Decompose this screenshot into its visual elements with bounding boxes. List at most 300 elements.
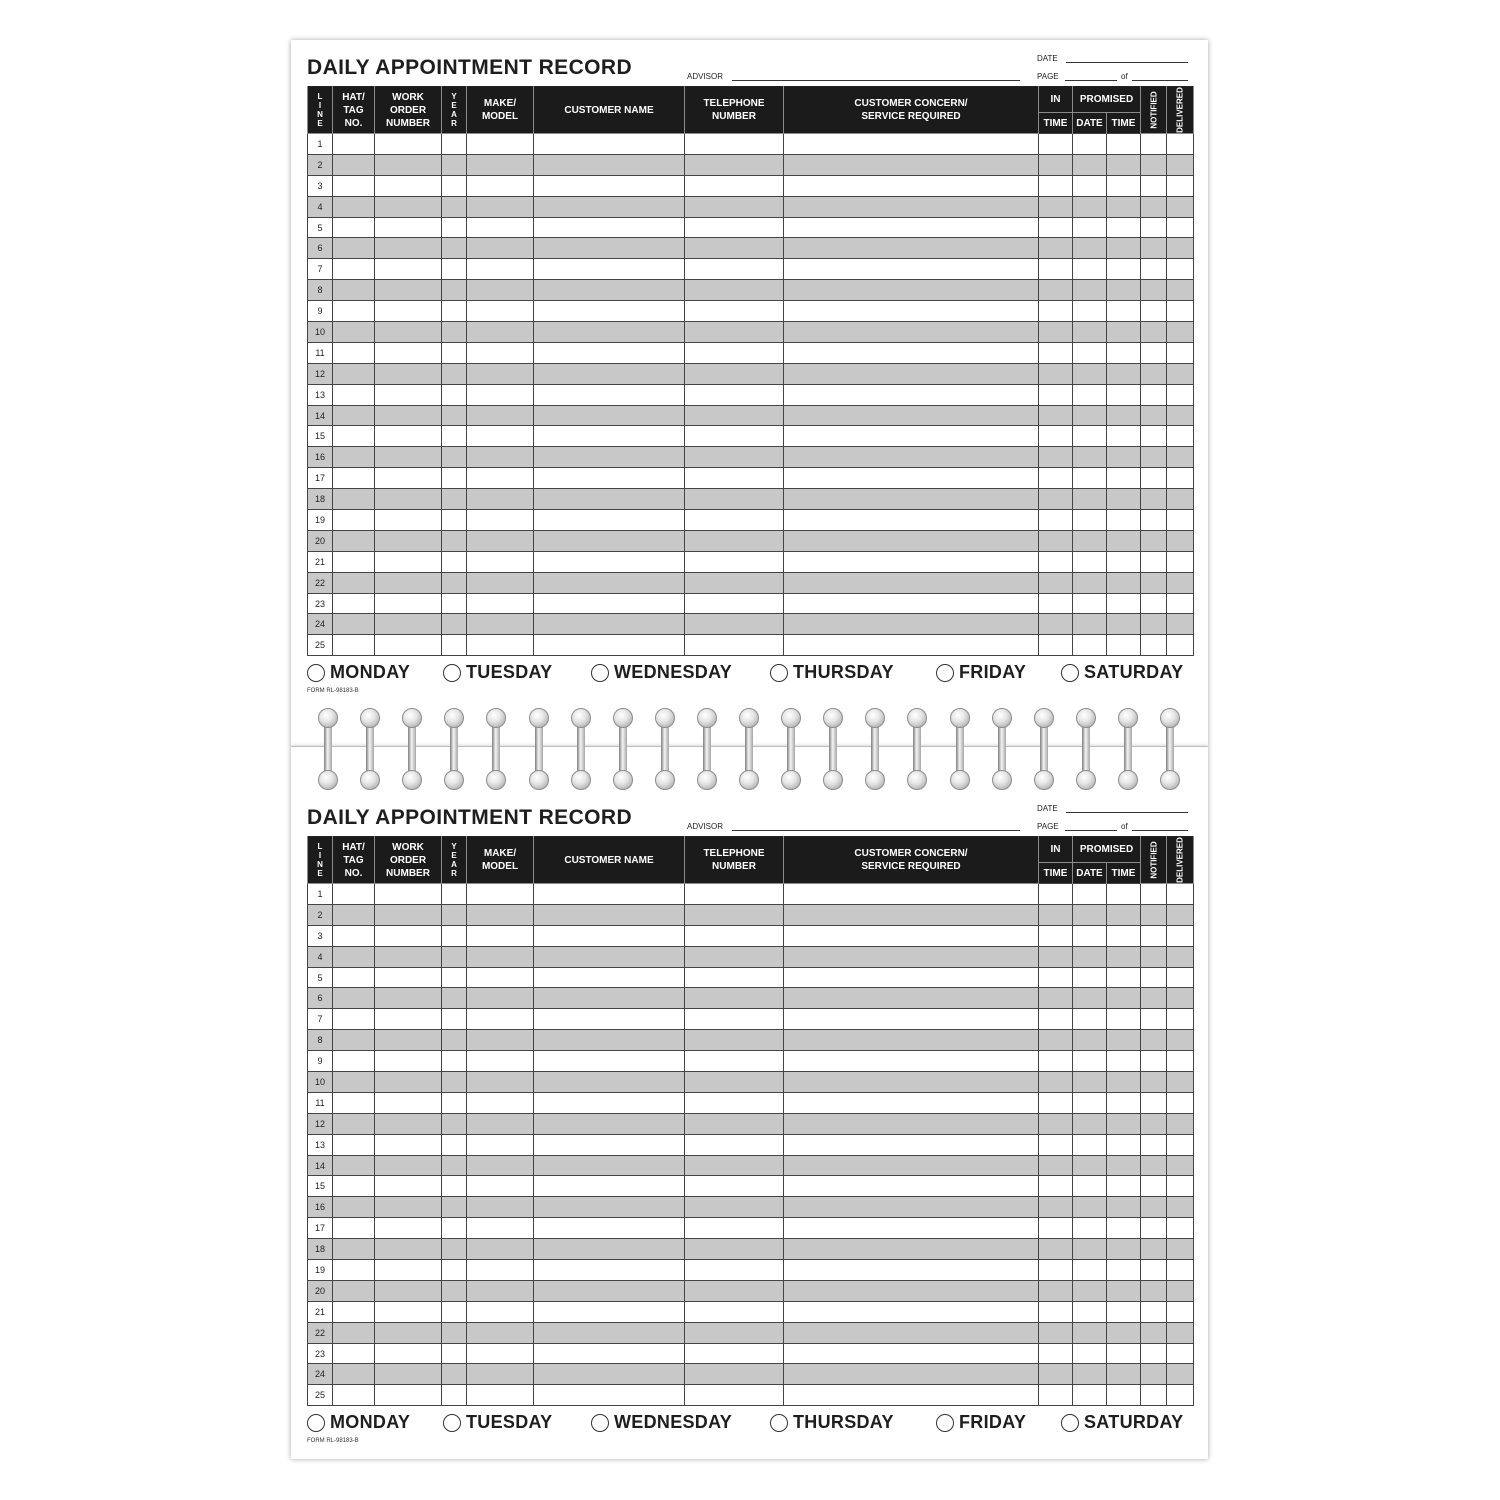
entry-cell[interactable] [1141,967,1167,988]
entry-cell[interactable] [685,301,784,322]
entry-cell[interactable] [534,405,685,426]
entry-cell[interactable] [375,134,442,155]
entry-cell[interactable] [1107,1343,1141,1364]
entry-cell[interactable] [534,1197,685,1218]
entry-cell[interactable] [1039,342,1073,363]
entry-cell[interactable] [375,1364,442,1385]
entry-cell[interactable] [1039,217,1073,238]
entry-cell[interactable] [685,635,784,656]
entry-cell[interactable] [784,530,1039,551]
date-field[interactable] [1066,62,1188,63]
entry-cell[interactable] [534,1113,685,1134]
entry-cell[interactable] [534,238,685,259]
entry-cell[interactable] [1167,1301,1194,1322]
entry-cell[interactable] [333,489,375,510]
entry-cell[interactable] [1167,175,1194,196]
entry-cell[interactable] [375,1009,442,1030]
entry-cell[interactable] [467,1364,534,1385]
entry-cell[interactable] [534,1051,685,1072]
entry-cell[interactable] [1141,1239,1167,1260]
entry-cell[interactable] [1073,322,1107,343]
entry-cell[interactable] [1141,884,1167,905]
entry-cell[interactable] [1039,967,1073,988]
entry-cell[interactable] [685,468,784,489]
entry-cell[interactable] [534,468,685,489]
entry-cell[interactable] [685,1176,784,1197]
entry-cell[interactable] [1073,1322,1107,1343]
entry-cell[interactable] [685,196,784,217]
entry-cell[interactable] [685,1072,784,1093]
entry-cell[interactable] [442,1176,467,1197]
entry-cell[interactable] [375,1092,442,1113]
entry-cell[interactable] [1039,489,1073,510]
entry-cell[interactable] [467,426,534,447]
entry-cell[interactable] [1073,1030,1107,1051]
entry-cell[interactable] [1039,134,1073,155]
entry-cell[interactable] [1167,967,1194,988]
entry-cell[interactable] [375,1072,442,1093]
entry-cell[interactable] [375,301,442,322]
entry-cell[interactable] [534,154,685,175]
entry-cell[interactable] [1167,593,1194,614]
entry-cell[interactable] [1107,510,1141,531]
entry-cell[interactable] [467,1030,534,1051]
entry-cell[interactable] [442,551,467,572]
entry-cell[interactable] [467,967,534,988]
entry-cell[interactable] [375,904,442,925]
entry-cell[interactable] [333,593,375,614]
entry-cell[interactable] [1141,1176,1167,1197]
entry-cell[interactable] [1141,468,1167,489]
entry-cell[interactable] [375,405,442,426]
entry-cell[interactable] [534,342,685,363]
entry-cell[interactable] [534,1218,685,1239]
entry-cell[interactable] [784,510,1039,531]
entry-cell[interactable] [784,154,1039,175]
entry-cell[interactable] [784,196,1039,217]
entry-cell[interactable] [442,1322,467,1343]
entry-cell[interactable] [467,1343,534,1364]
entry-cell[interactable] [1107,238,1141,259]
entry-cell[interactable] [467,468,534,489]
entry-cell[interactable] [784,946,1039,967]
entry-cell[interactable] [1167,946,1194,967]
entry-cell[interactable] [1039,904,1073,925]
entry-cell[interactable] [442,967,467,988]
entry-cell[interactable] [784,1343,1039,1364]
entry-cell[interactable] [1167,1009,1194,1030]
entry-cell[interactable] [685,1092,784,1113]
entry-cell[interactable] [333,1030,375,1051]
entry-cell[interactable] [442,1092,467,1113]
entry-cell[interactable] [1107,384,1141,405]
entry-cell[interactable] [333,405,375,426]
entry-cell[interactable] [1039,1343,1073,1364]
page-number-field[interactable] [1065,80,1117,81]
entry-cell[interactable] [1167,154,1194,175]
entry-cell[interactable] [1073,1239,1107,1260]
entry-cell[interactable] [534,614,685,635]
entry-cell[interactable] [1073,1301,1107,1322]
entry-cell[interactable] [685,593,784,614]
entry-cell[interactable] [1039,384,1073,405]
entry-cell[interactable] [442,572,467,593]
entry-cell[interactable] [375,946,442,967]
entry-cell[interactable] [375,572,442,593]
entry-cell[interactable] [534,1301,685,1322]
day-option[interactable] [770,662,894,688]
entry-cell[interactable] [333,1009,375,1030]
entry-cell[interactable] [442,1030,467,1051]
entry-cell[interactable] [333,301,375,322]
entry-cell[interactable] [534,1092,685,1113]
entry-cell[interactable] [784,614,1039,635]
entry-cell[interactable] [333,551,375,572]
entry-cell[interactable] [467,614,534,635]
entry-cell[interactable] [1167,1364,1194,1385]
entry-cell[interactable] [1039,1280,1073,1301]
entry-cell[interactable] [375,363,442,384]
entry-cell[interactable] [1073,489,1107,510]
entry-cell[interactable] [1141,1030,1167,1051]
entry-cell[interactable] [1073,904,1107,925]
entry-cell[interactable] [1141,426,1167,447]
entry-cell[interactable] [784,1218,1039,1239]
day-radio-circle[interactable] [307,1414,325,1432]
entry-cell[interactable] [1039,551,1073,572]
entry-cell[interactable] [1073,593,1107,614]
entry-cell[interactable] [534,510,685,531]
entry-cell[interactable] [442,468,467,489]
entry-cell[interactable] [1039,280,1073,301]
entry-cell[interactable] [1039,1385,1073,1406]
entry-cell[interactable] [442,447,467,468]
entry-cell[interactable] [685,238,784,259]
entry-cell[interactable] [1141,175,1167,196]
entry-cell[interactable] [375,154,442,175]
entry-cell[interactable] [333,1197,375,1218]
entry-cell[interactable] [442,988,467,1009]
entry-cell[interactable] [1107,468,1141,489]
entry-cell[interactable] [442,946,467,967]
entry-cell[interactable] [442,1218,467,1239]
entry-cell[interactable] [333,175,375,196]
entry-cell[interactable] [1107,1218,1141,1239]
entry-cell[interactable] [784,363,1039,384]
day-option[interactable] [443,1412,552,1438]
entry-cell[interactable] [1073,217,1107,238]
entry-cell[interactable] [1167,530,1194,551]
entry-cell[interactable] [1073,988,1107,1009]
entry-cell[interactable] [1073,614,1107,635]
entry-cell[interactable] [685,884,784,905]
entry-cell[interactable] [1039,259,1073,280]
entry-cell[interactable] [467,988,534,1009]
entry-cell[interactable] [375,551,442,572]
entry-cell[interactable] [1167,1197,1194,1218]
entry-cell[interactable] [534,301,685,322]
entry-cell[interactable] [467,572,534,593]
entry-cell[interactable] [1039,530,1073,551]
entry-cell[interactable] [534,925,685,946]
entry-cell[interactable] [1073,967,1107,988]
entry-cell[interactable] [784,384,1039,405]
entry-cell[interactable] [534,551,685,572]
entry-cell[interactable] [467,322,534,343]
entry-cell[interactable] [1141,946,1167,967]
entry-cell[interactable] [784,468,1039,489]
day-option[interactable] [591,662,732,688]
entry-cell[interactable] [685,259,784,280]
entry-cell[interactable] [375,175,442,196]
entry-cell[interactable] [442,217,467,238]
entry-cell[interactable] [375,384,442,405]
entry-cell[interactable] [1141,405,1167,426]
day-option[interactable] [443,662,552,688]
entry-cell[interactable] [467,635,534,656]
entry-cell[interactable] [333,322,375,343]
entry-cell[interactable] [1167,635,1194,656]
entry-cell[interactable] [333,1322,375,1343]
entry-cell[interactable] [534,1322,685,1343]
entry-cell[interactable] [1073,384,1107,405]
entry-cell[interactable] [1141,196,1167,217]
entry-cell[interactable] [1107,342,1141,363]
entry-cell[interactable] [534,1134,685,1155]
entry-cell[interactable] [1039,468,1073,489]
entry-cell[interactable] [1039,1072,1073,1093]
entry-cell[interactable] [1141,217,1167,238]
entry-cell[interactable] [534,1364,685,1385]
entry-cell[interactable] [467,217,534,238]
entry-cell[interactable] [1107,1197,1141,1218]
entry-cell[interactable] [375,925,442,946]
entry-cell[interactable] [333,1280,375,1301]
entry-cell[interactable] [375,426,442,447]
entry-cell[interactable] [1167,884,1194,905]
entry-cell[interactable] [534,322,685,343]
entry-cell[interactable] [1141,1260,1167,1281]
entry-cell[interactable] [375,342,442,363]
entry-cell[interactable] [1039,572,1073,593]
entry-cell[interactable] [375,884,442,905]
entry-cell[interactable] [375,1239,442,1260]
entry-cell[interactable] [1039,1009,1073,1030]
entry-cell[interactable] [467,1009,534,1030]
entry-cell[interactable] [685,1155,784,1176]
entry-cell[interactable] [375,614,442,635]
entry-cell[interactable] [1073,259,1107,280]
entry-cell[interactable] [685,175,784,196]
entry-cell[interactable] [1107,322,1141,343]
entry-cell[interactable] [1141,904,1167,925]
entry-cell[interactable] [784,1364,1039,1385]
entry-cell[interactable] [1107,1280,1141,1301]
entry-cell[interactable] [1073,925,1107,946]
entry-cell[interactable] [1039,510,1073,531]
entry-cell[interactable] [467,342,534,363]
entry-cell[interactable] [1167,238,1194,259]
entry-cell[interactable] [1141,322,1167,343]
entry-cell[interactable] [467,238,534,259]
entry-cell[interactable] [333,154,375,175]
entry-cell[interactable] [467,1239,534,1260]
entry-cell[interactable] [1107,1072,1141,1093]
entry-cell[interactable] [375,447,442,468]
entry-cell[interactable] [467,884,534,905]
entry-cell[interactable] [1107,988,1141,1009]
entry-cell[interactable] [1073,1092,1107,1113]
entry-cell[interactable] [784,447,1039,468]
entry-cell[interactable] [1107,1260,1141,1281]
entry-cell[interactable] [784,1385,1039,1406]
entry-cell[interactable] [1107,884,1141,905]
entry-cell[interactable] [784,1239,1039,1260]
entry-cell[interactable] [467,1051,534,1072]
entry-cell[interactable] [467,489,534,510]
entry-cell[interactable] [1107,154,1141,175]
entry-cell[interactable] [442,530,467,551]
entry-cell[interactable] [333,1113,375,1134]
entry-cell[interactable] [1107,259,1141,280]
entry-cell[interactable] [333,426,375,447]
entry-cell[interactable] [784,322,1039,343]
entry-cell[interactable] [784,904,1039,925]
entry-cell[interactable] [1107,1364,1141,1385]
entry-cell[interactable] [333,280,375,301]
entry-cell[interactable] [442,925,467,946]
entry-cell[interactable] [1107,134,1141,155]
entry-cell[interactable] [1141,1322,1167,1343]
entry-cell[interactable] [467,1113,534,1134]
entry-cell[interactable] [1107,1134,1141,1155]
entry-cell[interactable] [333,884,375,905]
entry-cell[interactable] [1107,1385,1141,1406]
entry-cell[interactable] [1141,572,1167,593]
entry-cell[interactable] [534,884,685,905]
day-radio-circle[interactable] [307,664,325,682]
entry-cell[interactable] [1073,551,1107,572]
entry-cell[interactable] [1141,1218,1167,1239]
entry-cell[interactable] [1107,196,1141,217]
entry-cell[interactable] [442,489,467,510]
entry-cell[interactable] [1141,1197,1167,1218]
entry-cell[interactable] [685,1051,784,1072]
entry-cell[interactable] [1073,1218,1107,1239]
entry-cell[interactable] [1107,593,1141,614]
entry-cell[interactable] [1073,510,1107,531]
entry-cell[interactable] [442,342,467,363]
entry-cell[interactable] [784,280,1039,301]
entry-cell[interactable] [1073,280,1107,301]
entry-cell[interactable] [1141,259,1167,280]
entry-cell[interactable] [534,946,685,967]
entry-cell[interactable] [1167,1113,1194,1134]
entry-cell[interactable] [1073,154,1107,175]
entry-cell[interactable] [375,1051,442,1072]
entry-cell[interactable] [784,217,1039,238]
entry-cell[interactable] [1167,384,1194,405]
entry-cell[interactable] [784,1009,1039,1030]
page-total-field[interactable] [1132,830,1188,831]
entry-cell[interactable] [442,154,467,175]
entry-cell[interactable] [442,510,467,531]
entry-cell[interactable] [442,1239,467,1260]
entry-cell[interactable] [333,1134,375,1155]
entry-cell[interactable] [685,363,784,384]
entry-cell[interactable] [467,1218,534,1239]
entry-cell[interactable] [333,946,375,967]
entry-cell[interactable] [467,1301,534,1322]
entry-cell[interactable] [333,1176,375,1197]
entry-cell[interactable] [1141,134,1167,155]
entry-cell[interactable] [467,405,534,426]
entry-cell[interactable] [467,1176,534,1197]
entry-cell[interactable] [1107,1113,1141,1134]
entry-cell[interactable] [467,259,534,280]
entry-cell[interactable] [1167,988,1194,1009]
entry-cell[interactable] [375,1113,442,1134]
entry-cell[interactable] [1167,904,1194,925]
entry-cell[interactable] [1141,489,1167,510]
entry-cell[interactable] [1039,1030,1073,1051]
entry-cell[interactable] [442,1197,467,1218]
entry-cell[interactable] [1167,1218,1194,1239]
entry-cell[interactable] [1107,1322,1141,1343]
entry-cell[interactable] [1039,1322,1073,1343]
entry-cell[interactable] [1107,217,1141,238]
entry-cell[interactable] [784,1176,1039,1197]
entry-cell[interactable] [442,196,467,217]
entry-cell[interactable] [1141,1009,1167,1030]
entry-cell[interactable] [1073,1113,1107,1134]
entry-cell[interactable] [534,1072,685,1093]
day-radio-circle[interactable] [443,1414,461,1432]
entry-cell[interactable] [1141,988,1167,1009]
entry-cell[interactable] [1141,530,1167,551]
entry-cell[interactable] [467,301,534,322]
entry-cell[interactable] [1073,405,1107,426]
entry-cell[interactable] [534,988,685,1009]
entry-cell[interactable] [784,1072,1039,1093]
entry-cell[interactable] [333,342,375,363]
entry-cell[interactable] [1073,1280,1107,1301]
entry-cell[interactable] [375,1385,442,1406]
entry-cell[interactable] [685,1113,784,1134]
entry-cell[interactable] [1167,134,1194,155]
entry-cell[interactable] [784,884,1039,905]
entry-cell[interactable] [784,967,1039,988]
day-radio-circle[interactable] [936,1414,954,1432]
entry-cell[interactable] [685,967,784,988]
entry-cell[interactable] [467,1092,534,1113]
entry-cell[interactable] [685,134,784,155]
entry-cell[interactable] [442,322,467,343]
entry-cell[interactable] [534,280,685,301]
entry-cell[interactable] [333,1218,375,1239]
entry-cell[interactable] [442,884,467,905]
entry-cell[interactable] [1107,447,1141,468]
entry-cell[interactable] [1167,1385,1194,1406]
entry-cell[interactable] [685,1364,784,1385]
entry-cell[interactable] [333,259,375,280]
entry-cell[interactable] [442,134,467,155]
entry-cell[interactable] [442,426,467,447]
day-option[interactable] [591,1412,732,1438]
entry-cell[interactable] [1073,301,1107,322]
entry-cell[interactable] [1107,363,1141,384]
entry-cell[interactable] [467,134,534,155]
